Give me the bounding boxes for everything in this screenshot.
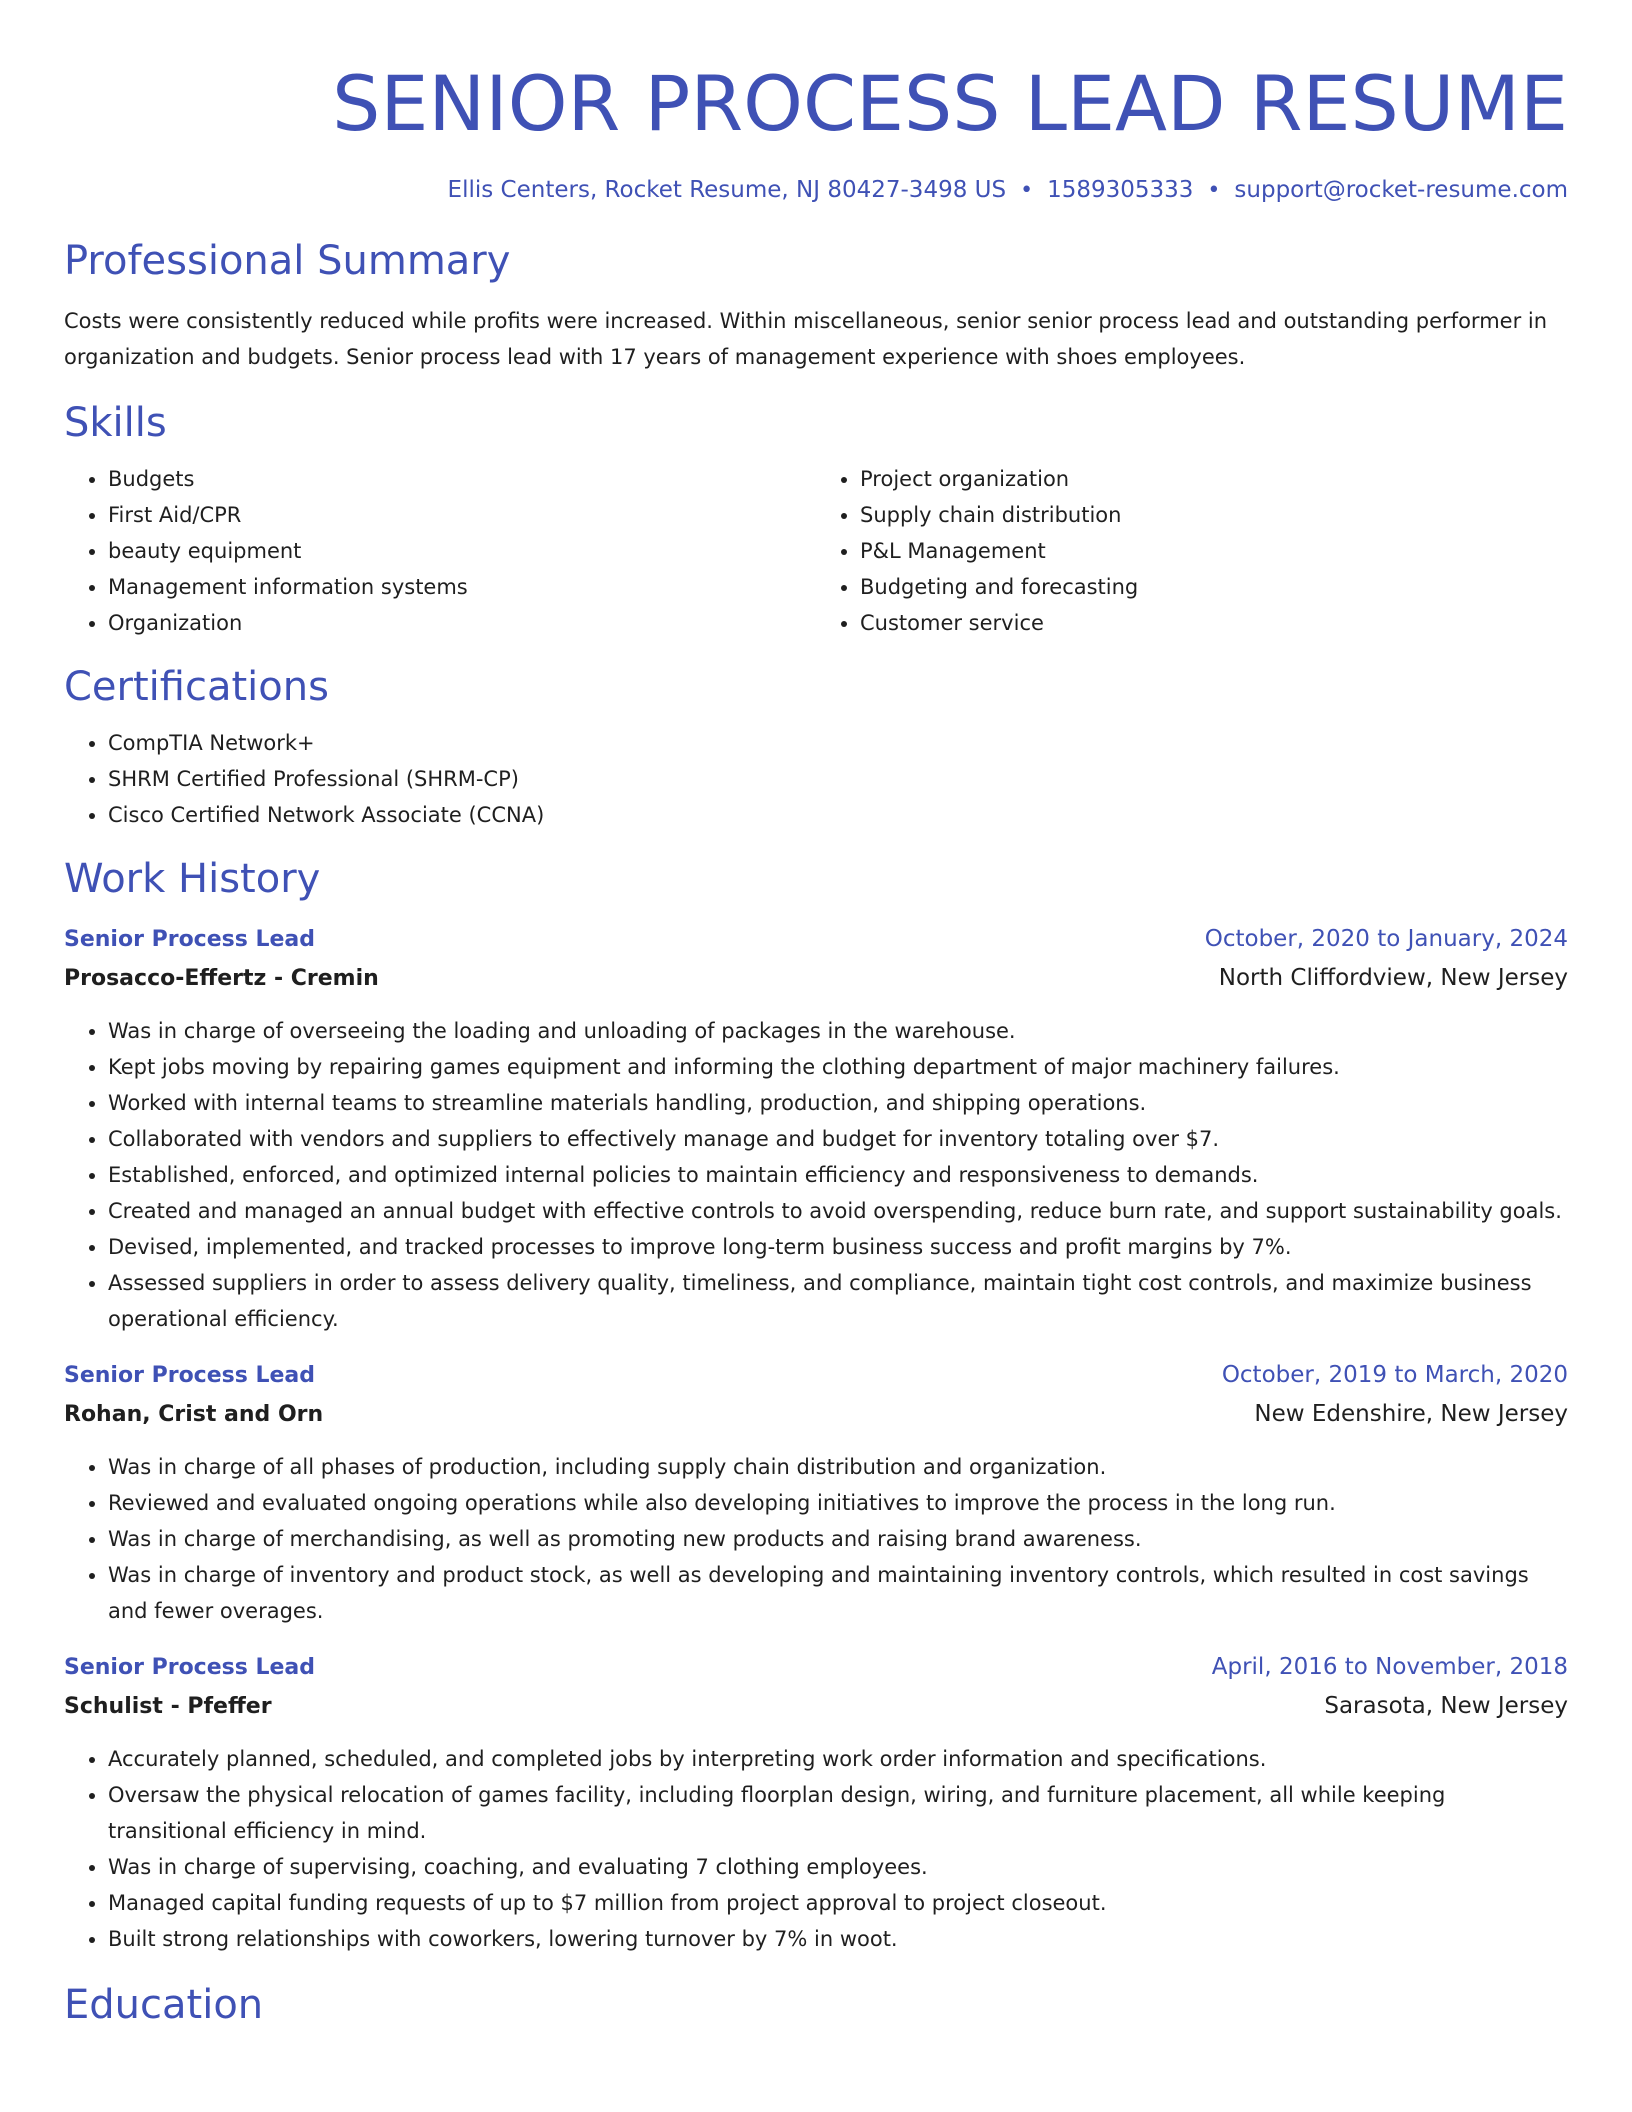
job-bullets bbox=[64, 1013, 1568, 1337]
skill-item: • Customer service bbox=[860, 605, 1568, 641]
job-bullet: • Kept jobs moving by repairing games equipment and informing the clothing department of major machinery failures. bbox=[108, 1049, 1568, 1085]
job-bullet: • Established, enforced, and optimized internal policies to maintain efficiency and responsiveness to demands. bbox=[108, 1157, 1568, 1193]
job-entry bbox=[64, 921, 1568, 1337]
job-title: Senior Process Lead bbox=[64, 1655, 316, 1680]
job-company: Prosacco-Effertz - Cremin bbox=[64, 966, 379, 991]
resume-page bbox=[64, 0, 1568, 2031]
contact-line bbox=[64, 174, 1568, 207]
job-company: Schulist - Pfeffer bbox=[64, 1694, 272, 1719]
certifications-heading: Certifications bbox=[64, 664, 329, 710]
job-bullet: • Assessed suppliers in order to assess delivery quality, timeliness, and compliance, maintain tight cost controls, and maximize business operational efficiency. bbox=[108, 1265, 1568, 1337]
summary-text: Costs were consistently reduced while profits were increased. Within miscellaneous, senior senior process lead and outstanding performer in organization and budgets. Senior process lead with 17 years of management experience with shoes employees. bbox=[64, 309, 1548, 369]
certification-item: • CompTIA Network+ bbox=[108, 725, 1568, 761]
job-bullet: • Accurately planned, scheduled, and completed jobs by interpreting work order information and specifications. bbox=[108, 1741, 1568, 1777]
summary-heading: Professional Summary bbox=[64, 238, 511, 284]
skill-item: • Budgeting and forecasting bbox=[860, 569, 1568, 605]
skills-list-right bbox=[816, 461, 1568, 641]
skill-item: • Organization bbox=[108, 605, 816, 641]
job-bullet: • Built strong relationships with coworkers, lowering turnover by 7% in woot. bbox=[108, 1921, 1568, 1957]
job-title: Senior Process Lead bbox=[64, 927, 316, 952]
contact-separator: • bbox=[1020, 178, 1034, 203]
skill-item: • Project organization bbox=[860, 461, 1568, 497]
job-entry bbox=[64, 1357, 1568, 1629]
job-bullet: • Was in charge of merchandising, as well as promoting new products and raising brand awareness. bbox=[108, 1521, 1568, 1557]
job-header-row bbox=[64, 921, 1568, 958]
job-bullet: • Was in charge of all phases of production, including supply chain distribution and organization. bbox=[108, 1449, 1568, 1485]
contact-email[interactable]: support@rocket-resume.com bbox=[1234, 177, 1568, 203]
job-bullet: • Reviewed and evaluated ongoing operations while also developing initiatives to improve the process in the long run. bbox=[108, 1485, 1568, 1521]
job-company-row bbox=[64, 1394, 1568, 1435]
job-bullet: • Devised, implemented, and tracked processes to improve long-term business success and profit margins by 7%. bbox=[108, 1229, 1568, 1265]
education-heading: Education bbox=[64, 1982, 264, 2028]
resume-title: SENIOR PROCESS LEAD RESUME bbox=[332, 59, 1568, 148]
job-bullet: • Managed capital funding requests of up to $7 million from project approval to project closeout. bbox=[108, 1885, 1568, 1921]
job-bullet: • Collaborated with vendors and suppliers to effectively manage and budget for inventory totaling over $7. bbox=[108, 1121, 1568, 1157]
job-header-row bbox=[64, 1357, 1568, 1394]
job-entry bbox=[64, 1649, 1568, 1957]
job-bullets bbox=[64, 1449, 1568, 1629]
job-bullet: • Created and managed an annual budget with effective controls to avoid overspending, reduce burn rate, and support sustainability goals. bbox=[108, 1193, 1568, 1229]
job-bullet: • Was in charge of overseeing the loading and unloading of packages in the warehouse. bbox=[108, 1013, 1568, 1049]
job-title: Senior Process Lead bbox=[64, 1363, 316, 1388]
job-dates: October, 2019 to March, 2020 bbox=[1221, 1362, 1568, 1388]
job-company: Rohan, Crist and Orn bbox=[64, 1402, 324, 1427]
skill-item: • Supply chain distribution bbox=[860, 497, 1568, 533]
work-history-heading: Work History bbox=[64, 856, 321, 902]
job-bullet: • Was in charge of inventory and product stock, as well as developing and maintaining inventory controls, which resulted in cost savings and fewer overages. bbox=[108, 1557, 1568, 1629]
job-location: North Cliffordview, New Jersey bbox=[1218, 965, 1568, 991]
certifications-list bbox=[64, 725, 1568, 833]
job-dates: April, 2016 to November, 2018 bbox=[1211, 1654, 1568, 1680]
certification-item: • Cisco Certified Network Associate (CCNA) bbox=[108, 797, 1568, 833]
certification-item: • SHRM Certified Professional (SHRM-CP) bbox=[108, 761, 1568, 797]
job-company-row bbox=[64, 1686, 1568, 1727]
skills-list-left bbox=[64, 461, 816, 641]
job-location: Sarasota, New Jersey bbox=[1324, 1693, 1568, 1719]
skill-item: • beauty equipment bbox=[108, 533, 816, 569]
job-bullet: • Worked with internal teams to streamline materials handling, production, and shipping operations. bbox=[108, 1085, 1568, 1121]
skills-columns bbox=[64, 461, 1568, 641]
skill-item: • Budgets bbox=[108, 461, 816, 497]
job-bullet: • Oversaw the physical relocation of games facility, including floorplan design, wiring, and furniture placement, all while keeping transitional efficiency in mind. bbox=[108, 1777, 1568, 1849]
skills-heading: Skills bbox=[64, 400, 167, 446]
skill-item: • First Aid/CPR bbox=[108, 497, 816, 533]
contact-separator: • bbox=[1207, 178, 1221, 203]
job-location: New Edenshire, New Jersey bbox=[1254, 1401, 1568, 1427]
job-bullets bbox=[64, 1741, 1568, 1957]
job-dates: October, 2020 to January, 2024 bbox=[1204, 926, 1568, 952]
contact-phone: 1589305333 bbox=[1047, 177, 1194, 203]
job-company-row bbox=[64, 958, 1568, 999]
job-bullet: • Was in charge of supervising, coaching, and evaluating 7 clothing employees. bbox=[108, 1849, 1568, 1885]
job-header-row bbox=[64, 1649, 1568, 1686]
skill-item: • P&L Management bbox=[860, 533, 1568, 569]
skill-item: • Management information systems bbox=[108, 569, 816, 605]
contact-address: Ellis Centers, Rocket Resume, NJ 80427-3498 US bbox=[447, 177, 1007, 203]
